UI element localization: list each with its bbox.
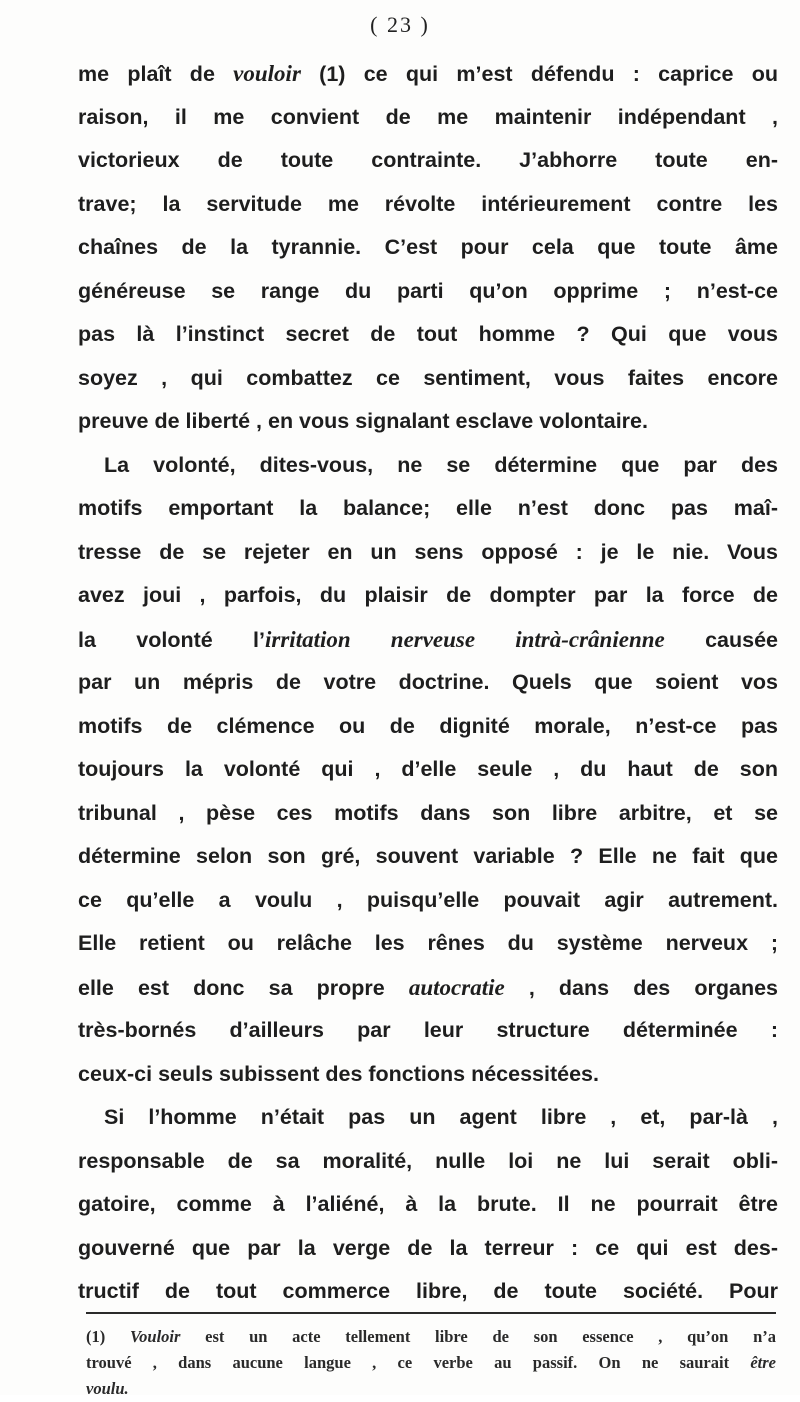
text-line-1: me plaît de vouloir (1) ce qui m’est défendu : caprice ou	[78, 61, 778, 86]
footnote	[86, 1324, 776, 1402]
text-line-12: tresse de se rejeter en un sens opposé : je le nie. Vous	[78, 539, 778, 564]
text-line-26: responsable de sa moralité, nulle loi ne lui serait obli-	[78, 1148, 778, 1173]
text-line-24: ceux-ci seuls subissent des fonctions nécessitées.	[78, 1061, 599, 1086]
text-line-10: La volonté, dites-vous, ne se détermine que par des	[104, 452, 778, 477]
text-line-21: Elle retient ou relâche les rênes du système nerveux ;	[78, 931, 778, 955]
footnote-line-2: trouvé , dans aucune langue , ce verbe au passif. On ne saurait être	[86, 1353, 776, 1372]
text-line-16: motifs de clémence ou de dignité morale, n’est-ce pas	[78, 713, 778, 738]
text-line-28: gouverné que par la verge de la terreur : ce qui est des-	[78, 1235, 778, 1260]
text-line-5: chaînes de la tyrannie. C’est pour cela que toute âme	[78, 235, 778, 259]
text-line-19: détermine selon son gré, souvent variable ? Elle ne fait que	[78, 844, 778, 868]
emphasis: vouloir	[233, 61, 301, 86]
page-number: ( 23 )	[370, 12, 430, 37]
text-line-20: ce qu’elle a voulu , puisqu’elle pouvait agir autrement.	[78, 887, 778, 912]
text-line-9: preuve de liberté , en vous signalant esclave volontaire.	[78, 409, 648, 433]
text-line-29: tructif de tout commerce libre, de toute société. Pour	[78, 1279, 778, 1303]
footnote-emphasis: voulu.	[86, 1379, 129, 1398]
footnote-line-1: (1) Vouloir est un acte tellement libre de son essence , qu’on n’a	[86, 1327, 776, 1346]
text-line-25: Si l’homme n’était pas un agent libre , et, par-là ,	[104, 1105, 778, 1129]
text-line-27: gatoire, comme à l’aliéné, à la brute. Il ne pourrait être	[78, 1192, 778, 1216]
text-line-8: soyez , qui combattez ce sentiment, vous faites encore	[78, 365, 778, 390]
text-line-11: motifs emportant la balance; elle n’est donc pas maî-	[78, 496, 778, 520]
text-line-17: toujours la volonté qui , d’elle seule , du haut de son	[78, 757, 778, 781]
text-line-7: pas là l’instinct secret de tout homme ? Qui que vous	[78, 322, 778, 346]
footnote-divider	[86, 1312, 776, 1314]
text-line-14: la volonté l’irritation nerveuse intrà-crânienne causée	[78, 626, 778, 652]
footnote-emphasis: être	[750, 1353, 776, 1372]
emphasis: irritation nerveuse intrà-crânienne	[265, 626, 665, 652]
footnote-emphasis: Vouloir	[129, 1327, 181, 1346]
text-line-4: trave; la servitude me révolte intérieurement contre les	[78, 191, 778, 216]
text-line-18: tribunal , pèse ces motifs dans son libre arbitre, et se	[78, 800, 778, 825]
text-line-15: par un mépris de votre doctrine. Quels que soient vos	[78, 670, 778, 694]
text-line-2: raison, il me convient de me maintenir indépendant ,	[78, 104, 778, 129]
text-line-13: avez joui , parfois, du plaisir de dompter par la force de	[78, 583, 778, 607]
text-line-6: généreuse se range du parti qu’on opprime ; n’est-ce	[78, 278, 778, 303]
emphasis: autocratie	[408, 974, 505, 1000]
text-line-23: très-bornés d’ailleurs par leur structure déterminée :	[78, 1018, 778, 1042]
body-text	[78, 52, 778, 1314]
text-line-22: elle est donc sa propre autocratie , dans des organes	[78, 974, 778, 1000]
footnote-line-3	[86, 1376, 776, 1402]
text-line-3: victorieux de toute contrainte. J’abhorre toute en-	[78, 148, 778, 172]
